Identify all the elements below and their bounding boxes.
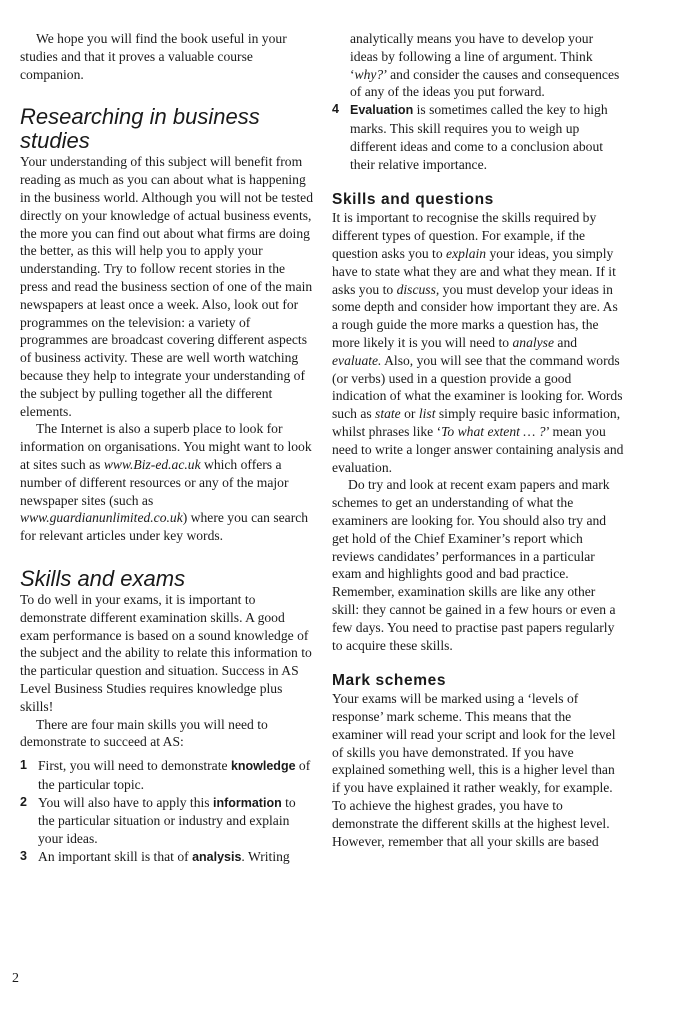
list-item: analytically means you have to develop your ideas by following a line of argument. Think ‘why?’ and consider the causes and consequences of any of the ideas you put forward. bbox=[350, 31, 620, 100]
left-column bbox=[20, 30, 314, 867]
list-item: 3 An important skill is that of analysis. Writing bbox=[20, 849, 290, 865]
bized-link: www.Biz-ed.ac.uk bbox=[103, 456, 201, 472]
skills-exams-paragraph-2: There are four main skills you will need to demonstrate to succeed at AS: bbox=[20, 716, 268, 750]
mark-schemes-paragraph-1: Your exams will be marked using a ‘levels of response’ mark scheme. This means that the examiner will read your script and look for the level of skills you have demonstrated. If you have explained something well, this is a higher level than if you have explained it rather weakly, for example. To achieve the highest grades, you have to demonstrate the different skills at the highest level. However, remember that all your skills are based bbox=[332, 691, 616, 849]
right-column bbox=[332, 30, 624, 850]
skills-questions-paragraph-2: Do try and look at recent exam papers and mark schemes to get an understanding of what the examiners are looking for. You should also try and get hold of the Chief Examiner’s report which reviews candidates’ performances in a particular exam and highlights good and bad practice. Remember, examination skills are like any other skill: they cannot be gained in a few hours or even a few days. You need to practise past papers regularly to acquire these skills. bbox=[332, 477, 616, 653]
skills-questions-paragraph-1: It is important to recognise the skills required by different types of question. For example, if the question asks you to explain your ideas, you simply have to state what they are and what they mean. If it asks you to discuss, you must develop your ideas in some depth and consider how important they are. As a rough guide the more marks a question has, the more likely it is you will need to analyse and evaluate. Also, you will see that the command words (or verbs) used in a question provide a good indication of what the examiner is looking for. Words such as state or list simply require basic information, whilst phrases like ‘To what extent … ?’ mean you need to write a longer answer containing analysis and evaluation. bbox=[332, 210, 624, 475]
skills-list-continued bbox=[332, 30, 624, 173]
list-item: 4 Evaluation is sometimes called the key to high marks. This skill requires you to weigh up different ideas and come to a conclusion about their relative importance. bbox=[332, 102, 608, 172]
skills-list bbox=[20, 757, 314, 867]
heading-skills-exams: Skills and exams bbox=[20, 565, 186, 591]
guardian-link: www.guardianunlimited.co.uk bbox=[20, 510, 183, 526]
skills-exams-paragraph-1: To do well in your exams, it is important to demonstrate different examination skills. A good exam performance is based on a sound knowledge of the subject and the ability to relate this information to the particular question and situation. Success in AS Level Business Studies requires knowledge plus skills! bbox=[20, 591, 312, 714]
heading-skills-questions: Skills and questions bbox=[332, 191, 494, 209]
list-item: 2 You will also have to apply this information to the particular situation or industry and explain your ideas. bbox=[20, 794, 296, 847]
heading-researching: Researching in business studies bbox=[20, 104, 260, 154]
researching-paragraph-2: The Internet is also a superb place to look for information on organisations. You might want to look at sites such as www.Biz-ed.ac.uk which offers a number of different resources or any of the major newspaper sites (such as www.guardianunlimited.co.uk) where you can search for relevant articles under key words. bbox=[20, 421, 312, 544]
list-item: 1 First, you will need to demonstrate knowledge of the particular topic. bbox=[20, 758, 311, 792]
heading-mark-schemes: Mark schemes bbox=[332, 672, 447, 690]
page-number: 2 bbox=[12, 971, 19, 986]
researching-paragraph-1: Your understanding of this subject will benefit from reading as much as you can about what is happening in the business world. Although you will not be tested directly on your knowledge of actual business events, the more you can find out about what firms are doing the better, as this will help you to apply your understanding. Try to follow recent stories in the press and read the business section of one of the main newspapers at least once a week. Also, look out for programmes on the television: a variety of programmes are broadcast covering different aspects of business activity. These are well worth watching because they help to integrate your understanding of the subject by pulling together all the different elements. bbox=[20, 154, 314, 419]
intro-paragraph: We hope you will find the book useful in your studies and that it proves a valuable course companion. bbox=[20, 31, 287, 82]
